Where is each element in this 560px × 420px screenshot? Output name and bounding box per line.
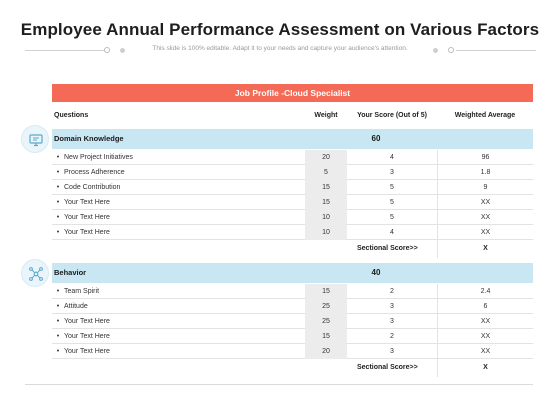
section-bar-behavior <box>52 263 533 283</box>
subtitle-row <box>0 44 560 56</box>
row-average: 96 <box>437 150 533 165</box>
row-weight: 15 <box>305 195 347 210</box>
section-name: Domain Knowledge <box>54 134 124 143</box>
row-average: XX <box>437 329 533 344</box>
row-question-text: Your Text Here <box>64 214 110 221</box>
table-row <box>52 284 533 299</box>
row-weight: 15 <box>305 180 347 195</box>
row-question <box>52 299 88 314</box>
row-weight: 15 <box>305 329 347 344</box>
header-questions: Questions <box>54 112 89 119</box>
row-question <box>52 284 99 299</box>
row-question-text: Your Text Here <box>64 229 110 236</box>
row-weight: 5 <box>305 165 347 180</box>
table-row <box>52 329 533 344</box>
row-weight: 20 <box>305 344 347 359</box>
row-score: 5 <box>390 184 394 191</box>
row-question-text: Your Text Here <box>64 348 110 355</box>
row-question <box>52 329 110 344</box>
row-bullet: • <box>56 154 60 161</box>
sectional-score-label: Sectional Score>> <box>357 245 418 252</box>
row-question <box>52 195 110 210</box>
job-profile-banner: Job Profile -Cloud Specialist <box>52 84 533 102</box>
row-bullet: • <box>56 169 60 176</box>
row-score: 2 <box>390 288 394 295</box>
row-weight: 25 <box>305 314 347 329</box>
right-divider-line <box>456 50 536 51</box>
table-row <box>52 195 533 210</box>
row-average: 9 <box>437 180 533 195</box>
section-weight: 60 <box>371 134 381 143</box>
row-weight: 10 <box>305 210 347 225</box>
row-score: 4 <box>390 154 394 161</box>
right-ring-decor <box>448 47 454 53</box>
subtitle: This slide is 100% editable. Adapt it to your needs and capture your audience's attention. <box>152 45 408 52</box>
row-bullet: • <box>56 303 60 310</box>
row-score: 3 <box>390 348 394 355</box>
sectional-score-domain-knowledge <box>52 240 533 258</box>
row-average: XX <box>437 225 533 240</box>
bottom-divider <box>25 384 533 385</box>
row-weight: 25 <box>305 299 347 314</box>
row-question-text: Team Spirit <box>64 288 100 295</box>
page-title: Employee Annual Performance Assessment on Various Factors <box>20 20 540 39</box>
header-score: Your Score (Out of 5) <box>357 112 427 119</box>
row-average: 2.4 <box>437 284 533 299</box>
section-name: Behavior <box>54 268 87 277</box>
row-question <box>52 180 120 195</box>
row-bullet: • <box>56 199 60 206</box>
row-question-text: Code Contribution <box>64 184 121 191</box>
row-bullet: • <box>56 229 60 236</box>
row-average: XX <box>437 210 533 225</box>
row-question-text: Attitude <box>64 303 88 310</box>
section-weight: 40 <box>371 268 381 277</box>
row-score: 2 <box>390 333 394 340</box>
table-row <box>52 180 533 195</box>
row-question <box>52 344 110 359</box>
right-dot-decor <box>433 48 438 53</box>
row-question <box>52 165 125 180</box>
sectional-score-value: X <box>437 359 533 377</box>
table-row <box>52 165 533 180</box>
table-row <box>52 210 533 225</box>
row-question <box>52 314 110 329</box>
row-weight: 15 <box>305 284 347 299</box>
row-average: 6 <box>437 299 533 314</box>
sectional-score-label: Sectional Score>> <box>357 364 418 371</box>
row-average: XX <box>437 344 533 359</box>
network-icon <box>21 259 49 287</box>
row-question-text: Your Text Here <box>64 318 110 325</box>
table-row <box>52 314 533 329</box>
header-weight: Weight <box>314 112 338 119</box>
row-question <box>52 225 110 240</box>
row-question-text: Your Text Here <box>64 199 110 206</box>
row-score: 4 <box>390 229 394 236</box>
row-score: 5 <box>390 214 394 221</box>
row-bullet: • <box>56 184 60 191</box>
row-bullet: • <box>56 214 60 221</box>
row-question-text: New Project Initiatives <box>64 154 133 161</box>
row-score: 3 <box>390 303 394 310</box>
row-average: XX <box>437 314 533 329</box>
row-average: 1.8 <box>437 165 533 180</box>
row-question-text: Your Text Here <box>64 333 110 340</box>
row-average: XX <box>437 195 533 210</box>
table-row <box>52 299 533 314</box>
sectional-score-behavior <box>52 359 533 377</box>
row-score: 3 <box>390 318 394 325</box>
row-bullet: • <box>56 318 60 325</box>
row-score: 5 <box>390 199 394 206</box>
row-question <box>52 150 133 165</box>
row-bullet: • <box>56 288 60 295</box>
row-score: 3 <box>390 169 394 176</box>
row-weight: 20 <box>305 150 347 165</box>
row-bullet: • <box>56 333 60 340</box>
row-question <box>52 210 110 225</box>
section-bar-domain-knowledge <box>52 129 533 149</box>
table-row <box>52 150 533 165</box>
sectional-score-value: X <box>437 240 533 258</box>
table-row <box>52 344 533 359</box>
monitor-icon <box>21 125 49 153</box>
row-weight: 10 <box>305 225 347 240</box>
header-average: Weighted Average <box>454 112 516 119</box>
row-bullet: • <box>56 348 60 355</box>
table-row <box>52 225 533 240</box>
row-question-text: Process Adherence <box>64 169 125 176</box>
